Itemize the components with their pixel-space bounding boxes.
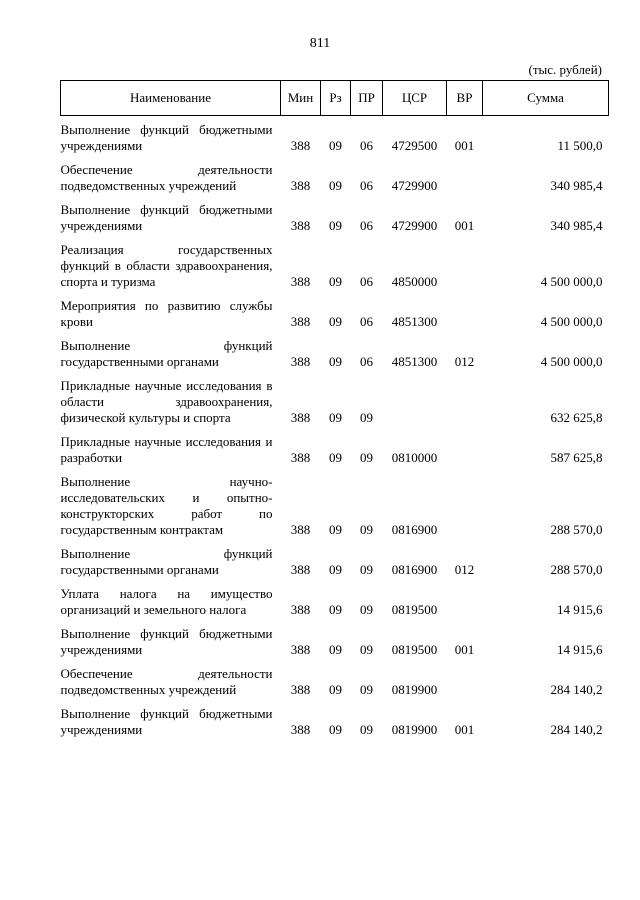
- cell-name: Выполнение функций бюджетными учреждениями: [60, 706, 273, 737]
- cell-rz: 09: [329, 410, 342, 425]
- cell-pr: 06: [360, 178, 373, 193]
- cell-pr: 06: [360, 354, 373, 369]
- cell-name: Выполнение функций бюджетными учреждениями: [60, 202, 273, 233]
- cell-rz: 09: [329, 354, 342, 369]
- cell-min: 388: [290, 218, 311, 233]
- table-row: [61, 156, 609, 196]
- cell-pr: 06: [360, 314, 373, 329]
- cell-vr: 001: [454, 642, 475, 657]
- header-csr: ЦСР: [383, 81, 447, 116]
- cell-min: 388: [290, 314, 311, 329]
- table-row: [61, 580, 609, 620]
- cell-min: 388: [290, 138, 311, 153]
- cell-vr: [447, 156, 483, 196]
- cell-rz: 09: [329, 138, 342, 153]
- cell-name: Прикладные научные исследования в области здравоохранения, физической культуры и спорта: [60, 378, 273, 425]
- cell-name: Выполнение функций бюджетными учреждениями: [60, 626, 273, 657]
- cell-vr: 012: [454, 354, 475, 369]
- table-row: [61, 700, 609, 740]
- cell-vr: 012: [454, 562, 475, 577]
- cell-pr: 09: [360, 450, 373, 465]
- cell-sum: 340 985,4: [550, 178, 603, 193]
- table-row: [61, 116, 609, 157]
- cell-rz: 09: [329, 722, 342, 737]
- header-rz: Рз: [321, 81, 351, 116]
- cell-sum: 4 500 000,0: [540, 314, 603, 329]
- cell-csr: 4851300: [391, 354, 438, 369]
- cell-rz: 09: [329, 522, 342, 537]
- cell-csr: 0816900: [391, 522, 438, 537]
- cell-csr: 0819900: [391, 682, 438, 697]
- cell-sum: 4 500 000,0: [540, 274, 603, 289]
- cell-vr: 001: [454, 722, 475, 737]
- cell-min: 388: [290, 602, 311, 617]
- cell-rz: 09: [329, 562, 342, 577]
- header-vr: ВР: [447, 81, 483, 116]
- page-number: 811: [309, 36, 331, 51]
- table-row: [61, 332, 609, 372]
- cell-sum: 288 570,0: [550, 522, 603, 537]
- cell-rz: 09: [329, 602, 342, 617]
- header-pr: ПР: [351, 81, 383, 116]
- cell-rz: 09: [329, 450, 342, 465]
- cell-csr: 4729500: [391, 138, 438, 153]
- cell-sum: 288 570,0: [550, 562, 603, 577]
- cell-rz: 09: [329, 178, 342, 193]
- cell-name: Выполнение функций государственными органами: [60, 546, 273, 577]
- cell-csr: 0819900: [391, 722, 438, 737]
- cell-name: Мероприятия по развитию службы крови: [60, 298, 273, 329]
- cell-min: 388: [290, 722, 311, 737]
- cell-csr: 0819500: [391, 642, 438, 657]
- table-row: [61, 540, 609, 580]
- cell-vr: [447, 660, 483, 700]
- table-row: [61, 196, 609, 236]
- table-row: [61, 428, 609, 468]
- cell-csr: 4850000: [391, 274, 438, 289]
- cell-sum: 284 140,2: [550, 682, 603, 697]
- cell-pr: 09: [360, 562, 373, 577]
- cell-pr: 09: [360, 522, 373, 537]
- cell-rz: 09: [329, 274, 342, 289]
- cell-vr: [447, 468, 483, 540]
- cell-csr: [383, 372, 447, 428]
- cell-min: 388: [290, 682, 311, 697]
- cell-csr: 0819500: [391, 602, 438, 617]
- cell-pr: 09: [360, 410, 373, 425]
- cell-vr: 001: [454, 138, 475, 153]
- unit-label: (тыс. рублей): [528, 62, 602, 77]
- cell-csr: 4729900: [391, 218, 438, 233]
- cell-csr: 4729900: [391, 178, 438, 193]
- cell-sum: 11 500,0: [557, 138, 603, 153]
- cell-csr: 4851300: [391, 314, 438, 329]
- cell-sum: 14 915,6: [557, 642, 603, 657]
- cell-pr: 06: [360, 218, 373, 233]
- cell-min: 388: [290, 410, 311, 425]
- cell-name: Обеспечение деятельности подведомственных учреждений: [60, 666, 273, 697]
- header-sum: Сумма: [483, 81, 609, 116]
- table-row: [61, 468, 609, 540]
- cell-sum: 284 140,2: [550, 722, 603, 737]
- cell-csr: 0816900: [391, 562, 438, 577]
- header-name: Наименование: [61, 81, 281, 116]
- cell-rz: 09: [329, 218, 342, 233]
- cell-min: 388: [290, 642, 311, 657]
- cell-min: 388: [290, 178, 311, 193]
- cell-min: 388: [290, 562, 311, 577]
- cell-rz: 09: [329, 682, 342, 697]
- cell-pr: 06: [360, 274, 373, 289]
- cell-vr: [447, 236, 483, 292]
- cell-min: 388: [290, 274, 311, 289]
- cell-rz: 09: [329, 314, 342, 329]
- cell-sum: 587 625,8: [550, 450, 603, 465]
- cell-sum: 4 500 000,0: [540, 354, 603, 369]
- cell-pr: 09: [360, 682, 373, 697]
- cell-name: Обеспечение деятельности подведомственных учреждений: [60, 162, 273, 193]
- cell-name: Выполнение функций государственными органами: [60, 338, 273, 369]
- cell-sum: 340 985,4: [550, 218, 603, 233]
- header-min: Мин: [281, 81, 321, 116]
- cell-name: Прикладные научные исследования и разработки: [60, 434, 273, 465]
- cell-min: 388: [290, 522, 311, 537]
- cell-csr: 0810000: [391, 450, 438, 465]
- table-row: [61, 292, 609, 332]
- cell-pr: 09: [360, 722, 373, 737]
- table-row: [61, 620, 609, 660]
- cell-name: Выполнение функций бюджетными учреждениями: [60, 122, 273, 153]
- cell-name: Уплата налога на имущество организаций и земельного налога: [60, 586, 273, 617]
- cell-sum: 14 915,6: [557, 602, 603, 617]
- cell-vr: [447, 580, 483, 620]
- cell-pr: 06: [360, 138, 373, 153]
- cell-vr: [447, 372, 483, 428]
- table-row: [61, 660, 609, 700]
- cell-name: Выполнение научно-исследовательских и опытно-конструкторских работ по государственным контрактам: [60, 474, 273, 537]
- table-row: [61, 372, 609, 428]
- table-header-row: [61, 81, 609, 116]
- cell-sum: 632 625,8: [550, 410, 603, 425]
- cell-name: Реализация государственных функций в области здравоохранения, спорта и туризма: [60, 242, 273, 289]
- cell-vr: [447, 428, 483, 468]
- cell-min: 388: [290, 354, 311, 369]
- table-row: [61, 236, 609, 292]
- cell-rz: 09: [329, 642, 342, 657]
- cell-pr: 09: [360, 602, 373, 617]
- cell-vr: 001: [454, 218, 475, 233]
- cell-min: 388: [290, 450, 311, 465]
- cell-pr: 09: [360, 642, 373, 657]
- budget-table: [60, 80, 609, 740]
- cell-vr: [447, 292, 483, 332]
